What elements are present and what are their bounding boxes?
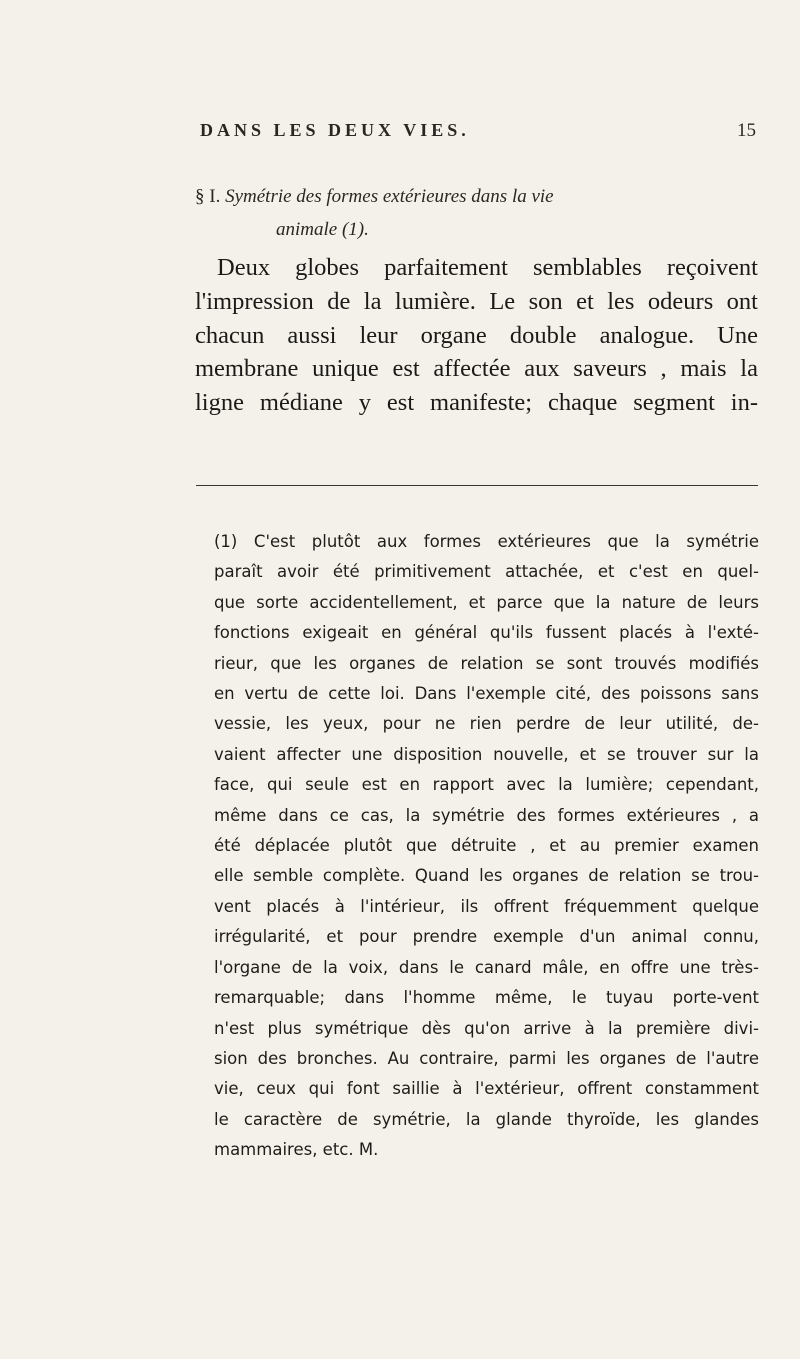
body-line: ligne médiane y est manifeste; chaque segment in-	[195, 389, 758, 417]
body-line: Deux globes parfaitement semblables reçoivent	[217, 254, 758, 281]
body-line: chacun aussi leur organe double analogue. Une	[195, 321, 758, 349]
section-number: § I.	[195, 186, 221, 207]
footnote-line: en vertu de cette loi. Dans l'exemple cité, des poissons sans	[214, 684, 759, 704]
footnote	[214, 527, 759, 1166]
footnote-line: vent placés à l'intérieur, ils offrent fréquemment quelque	[214, 896, 759, 916]
footnote-line: sion des bronches. Au contraire, parmi les organes de l'autre	[214, 1048, 759, 1068]
footnote-line: vie, ceux qui font saillie à l'extérieur, offrent constamment	[214, 1079, 759, 1099]
footnote-line: vessie, les yeux, pour ne rien perdre de leur utilité, de-	[214, 714, 759, 734]
page-header	[0, 120, 800, 148]
footnote-line: le caractère de symétrie, la glande thyroïde, les glandes	[214, 1109, 759, 1129]
footnote-line: paraît avoir été primitivement attachée, et c'est en quel-	[214, 562, 759, 582]
body-line: l'impression de la lumière. Le son et les odeurs ont	[195, 287, 758, 315]
footnote-line: été déplacée plutôt que détruite , et au premier examen	[214, 836, 759, 856]
footnote-line: elle semble complète. Quand les organes de relation se trou-	[214, 866, 759, 886]
footnote-divider	[196, 485, 758, 486]
running-title: DANS LES DEUX VIES.	[200, 120, 470, 140]
section-title-line-1: Symétrie des formes extérieures dans la vie	[225, 186, 554, 207]
body-line: membrane unique est affectée aux saveurs , mais la	[195, 355, 758, 383]
footnote-line: vaient affecter une disposition nouvelle, et se trouver sur la	[214, 744, 759, 764]
section-title-line-2: animale (1).	[276, 219, 369, 240]
footnote-line: rieur, que les organes de relation se sont trouvés modifiés	[214, 653, 759, 673]
body-paragraph	[195, 251, 758, 420]
footnote-line: même dans ce cas, la symétrie des formes extérieures , a	[214, 805, 759, 825]
footnote-line: mammaires, etc. M.	[214, 1140, 379, 1160]
footnote-line: (1) C'est plutôt aux formes extérieures que la symétrie	[214, 532, 759, 551]
page-number: 15	[737, 120, 756, 141]
footnote-line: n'est plus symétrique dès qu'on arrive à la première divi-	[214, 1018, 759, 1038]
section-heading	[195, 180, 755, 246]
footnote-line: irrégularité, et pour prendre exemple d'un animal connu,	[214, 927, 759, 947]
footnote-line: que sorte accidentellement, et parce que la nature de leurs	[214, 592, 759, 612]
footnote-line: face, qui seule est en rapport avec la lumière; cependant,	[214, 775, 759, 795]
footnote-line: l'organe de la voix, dans le canard mâle, en offre une très-	[214, 957, 759, 977]
footnote-line: fonctions exigeait en général qu'ils fussent placés à l'exté-	[214, 623, 759, 643]
footnote-line: remarquable; dans l'homme même, le tuyau porte-vent	[214, 988, 759, 1008]
